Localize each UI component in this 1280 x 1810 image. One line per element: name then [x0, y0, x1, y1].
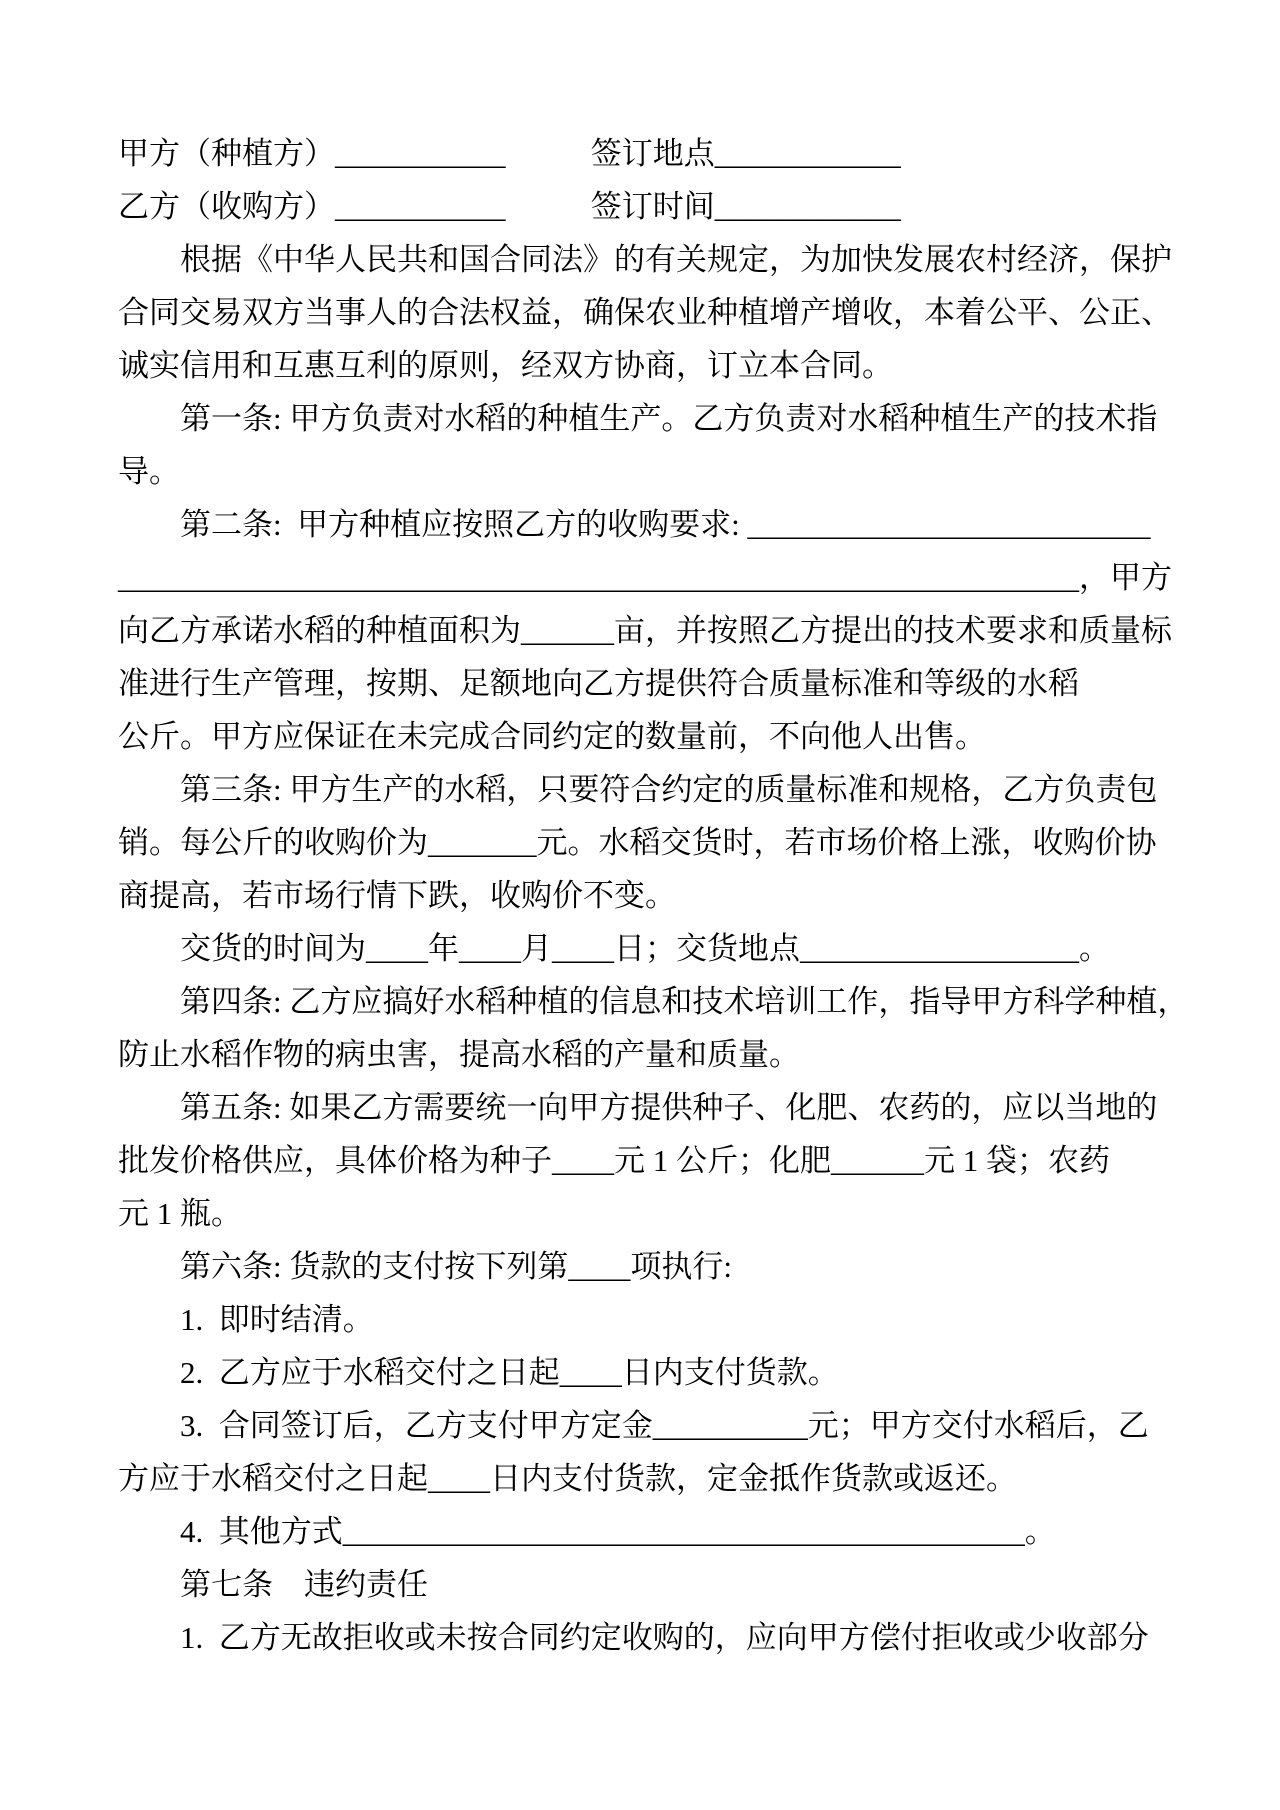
text-line: 销。每公斤的收购价为_______元。水稻交货时，若市场价格上涨，收购价协: [118, 825, 1157, 860]
text-line: 交货的时间为____年____月____日；交货地点__________________。: [118, 931, 1110, 966]
text-line: 第四条: 乙方应搞好水稻种植的信息和技术培训工作，指导甲方科学种植，: [118, 984, 1189, 1019]
text-line: 第三条: 甲方生产的水稻，只要符合约定的质量标准和规格，乙方负责包: [118, 772, 1158, 807]
text-line: 乙方（收购方）___________ 签订时间____________: [118, 189, 901, 224]
text-line: 方应于水稻交付之日起____日内支付货款，定金抵作货款或返还。: [118, 1461, 1017, 1496]
text-line: 防止水稻作物的病虫害，提高水稻的产量和质量。: [118, 1037, 800, 1072]
text-line: 第六条: 货款的支付按下列第____项执行:: [118, 1249, 732, 1284]
text-line: 2. 乙方应于水稻交付之日起____日内支付货款。: [118, 1355, 839, 1390]
text-line: 第二条: 甲方种植应按照乙方的收购要求: __________________________: [118, 507, 1151, 542]
text-line: 第一条: 甲方负责对水稻的种植生产。乙方负责对水稻种植生产的技术指: [118, 401, 1158, 436]
text-line: 向乙方承诺水稻的种植面积为______亩，并按照乙方提出的技术要求和质量标: [118, 613, 1172, 648]
text-line: 第五条: 如果乙方需要统一向甲方提供种子、化肥、农药的，应以当地的: [118, 1090, 1158, 1125]
text-line: 批发价格供应，具体价格为种子____元 1 公斤；化肥______元 1 袋；农药: [118, 1143, 1110, 1178]
text-line: 甲方（种植方）___________ 签订地点____________: [118, 136, 901, 171]
contract-lines: [118, 127, 1220, 1664]
text-line: 准进行生产管理，按期、足额地向乙方提供符合质量标准和等级的水稻: [118, 666, 1079, 701]
text-line: 诚实信用和互惠互利的原则，经双方协商，订立本合同。: [118, 348, 893, 383]
text-line: 元 1 瓶。: [118, 1196, 242, 1231]
text-line: 导。: [118, 454, 180, 489]
text-line: 第七条 违约责任: [118, 1567, 428, 1602]
text-line: 4. 其他方式____________________________________________。: [118, 1514, 1056, 1549]
text-line: 公斤。甲方应保证在未完成合同约定的数量前，不向他人出售。: [118, 719, 986, 754]
text-line: 1. 即时结清。: [118, 1302, 374, 1337]
text-line: 1. 乙方无故拒收或未按合同约定收购的，应向甲方偿付拒收或少收部分: [118, 1620, 1149, 1655]
text-line: 商提高，若市场行情下跌，收购价不变。: [118, 878, 676, 913]
text-line: 3. 合同签订后，乙方支付甲方定金__________元；甲方交付水稻后，乙: [118, 1408, 1149, 1443]
text-line: ______________________________________________________________，甲方: [118, 560, 1172, 595]
text-line: 根据《中华人民共和国合同法》的有关规定，为加快发展农村经济，保护: [118, 242, 1172, 277]
text-line: 合同交易双方当事人的合法权益，确保农业种植增产增收，本着公平、公正、: [118, 295, 1172, 330]
